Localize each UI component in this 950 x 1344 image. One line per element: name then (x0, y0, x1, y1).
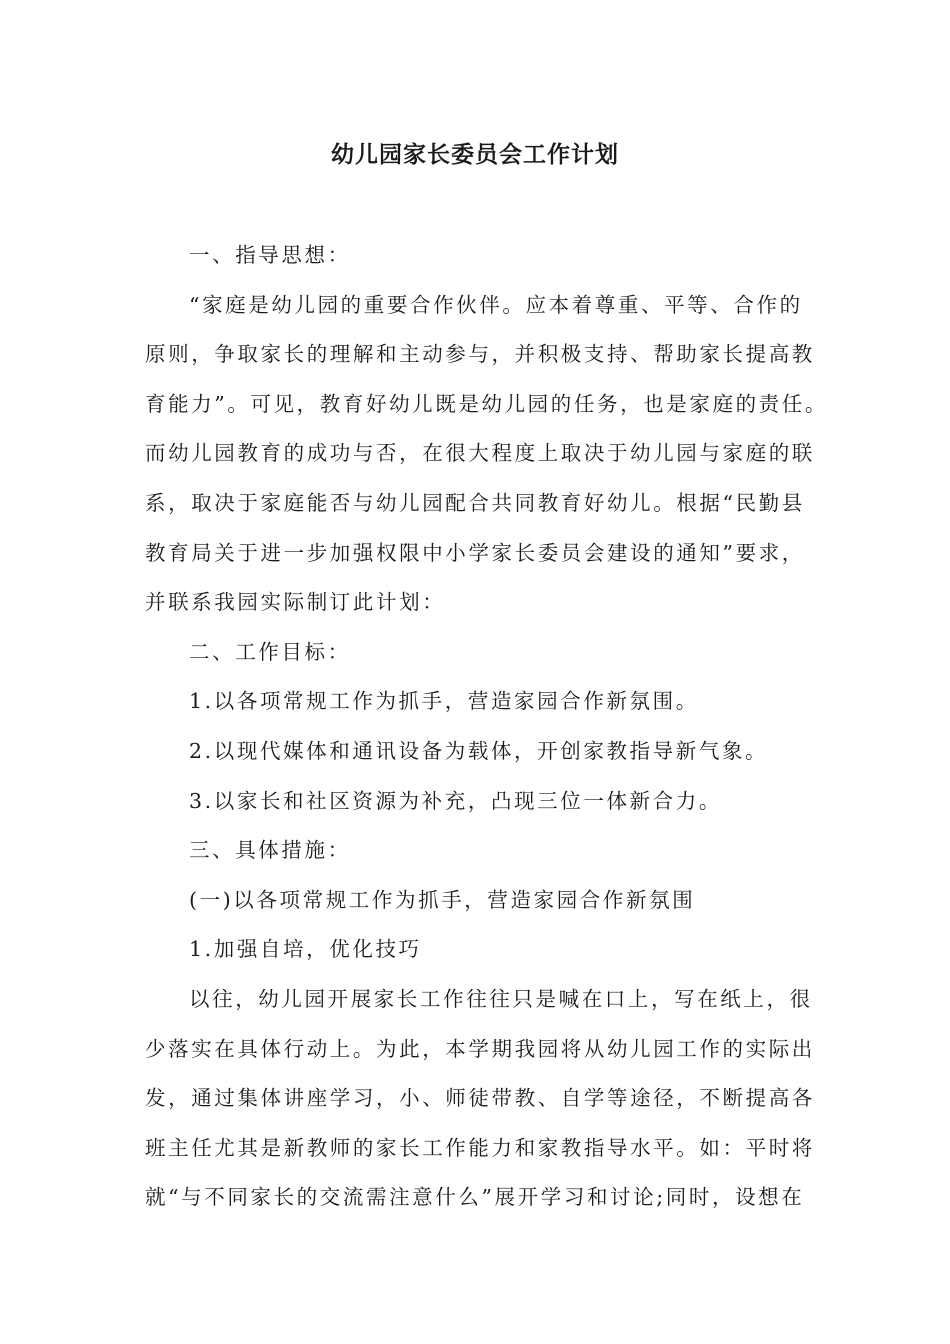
paragraph-line: 教育局关于进一步加强权限中小学家长委员会建设的通知”要求， (145, 540, 805, 565)
paragraph-line: “家庭是幼儿园的重要合作伙伴。应本着尊重、平等、合作的 (189, 292, 803, 317)
goal-item: 1.以各项常规工作为抓手，营造家园合作新氛围。 (189, 689, 699, 714)
document-body (145, 231, 828, 1223)
paragraph-line: 发，通过集体讲座学习，小、师徒带教、自学等途径，不断提高各 (145, 1086, 815, 1111)
heading-guiding-ideology: 一、指导思想： (189, 243, 351, 267)
heading-work-goals: 二、工作目标： (189, 639, 351, 664)
paragraph-line: 并联系我园实际制订此计划： (145, 590, 446, 615)
subheading-measure-1: (一)以各项常规工作为抓手，营造家园合作新氛围 (189, 887, 696, 912)
paragraph-line: 以往，幼儿园开展家长工作往往只是喊在口上，写在纸上，很 (189, 986, 813, 1011)
paragraph-line: 班主任尤其是新教师的家长工作能力和家教指导水平。如：平时将 (145, 1135, 815, 1160)
paragraph-line: 系，取决于家庭能否与幼儿园配合共同教育好幼儿。根据“民勤县 (145, 490, 805, 515)
paragraph-line: 少落实在具体行动上。为此，本学期我园将从幼儿园工作的实际出 (145, 1036, 815, 1061)
subheading-self-training: 1.加强自培，优化技巧 (189, 937, 422, 962)
goal-item: 3.以家长和社区资源为补充，凸现三位一体新合力。 (189, 788, 722, 813)
paragraph-line: 育能力”。可见，教育好幼儿既是幼儿园的任务，也是家庭的责任。 (145, 391, 828, 416)
paragraph-line: 而幼儿园教育的成功与否，在很大程度上取决于幼儿园与家庭的联 (145, 441, 815, 466)
paragraph-line: 就“与不同家长的交流需注意什么”展开学习和讨论;同时，设想在 (145, 1185, 805, 1210)
heading-specific-measures: 三、具体措施： (189, 838, 351, 863)
paragraph-line: 原则，争取家长的理解和主动参与，并积极支持、帮助家长提高教 (145, 342, 815, 367)
goal-item: 2.以现代媒体和通讯设备为载体，开创家教指导新气象。 (189, 738, 769, 763)
document-title: 幼儿园家长委员会工作计划 (331, 141, 619, 168)
